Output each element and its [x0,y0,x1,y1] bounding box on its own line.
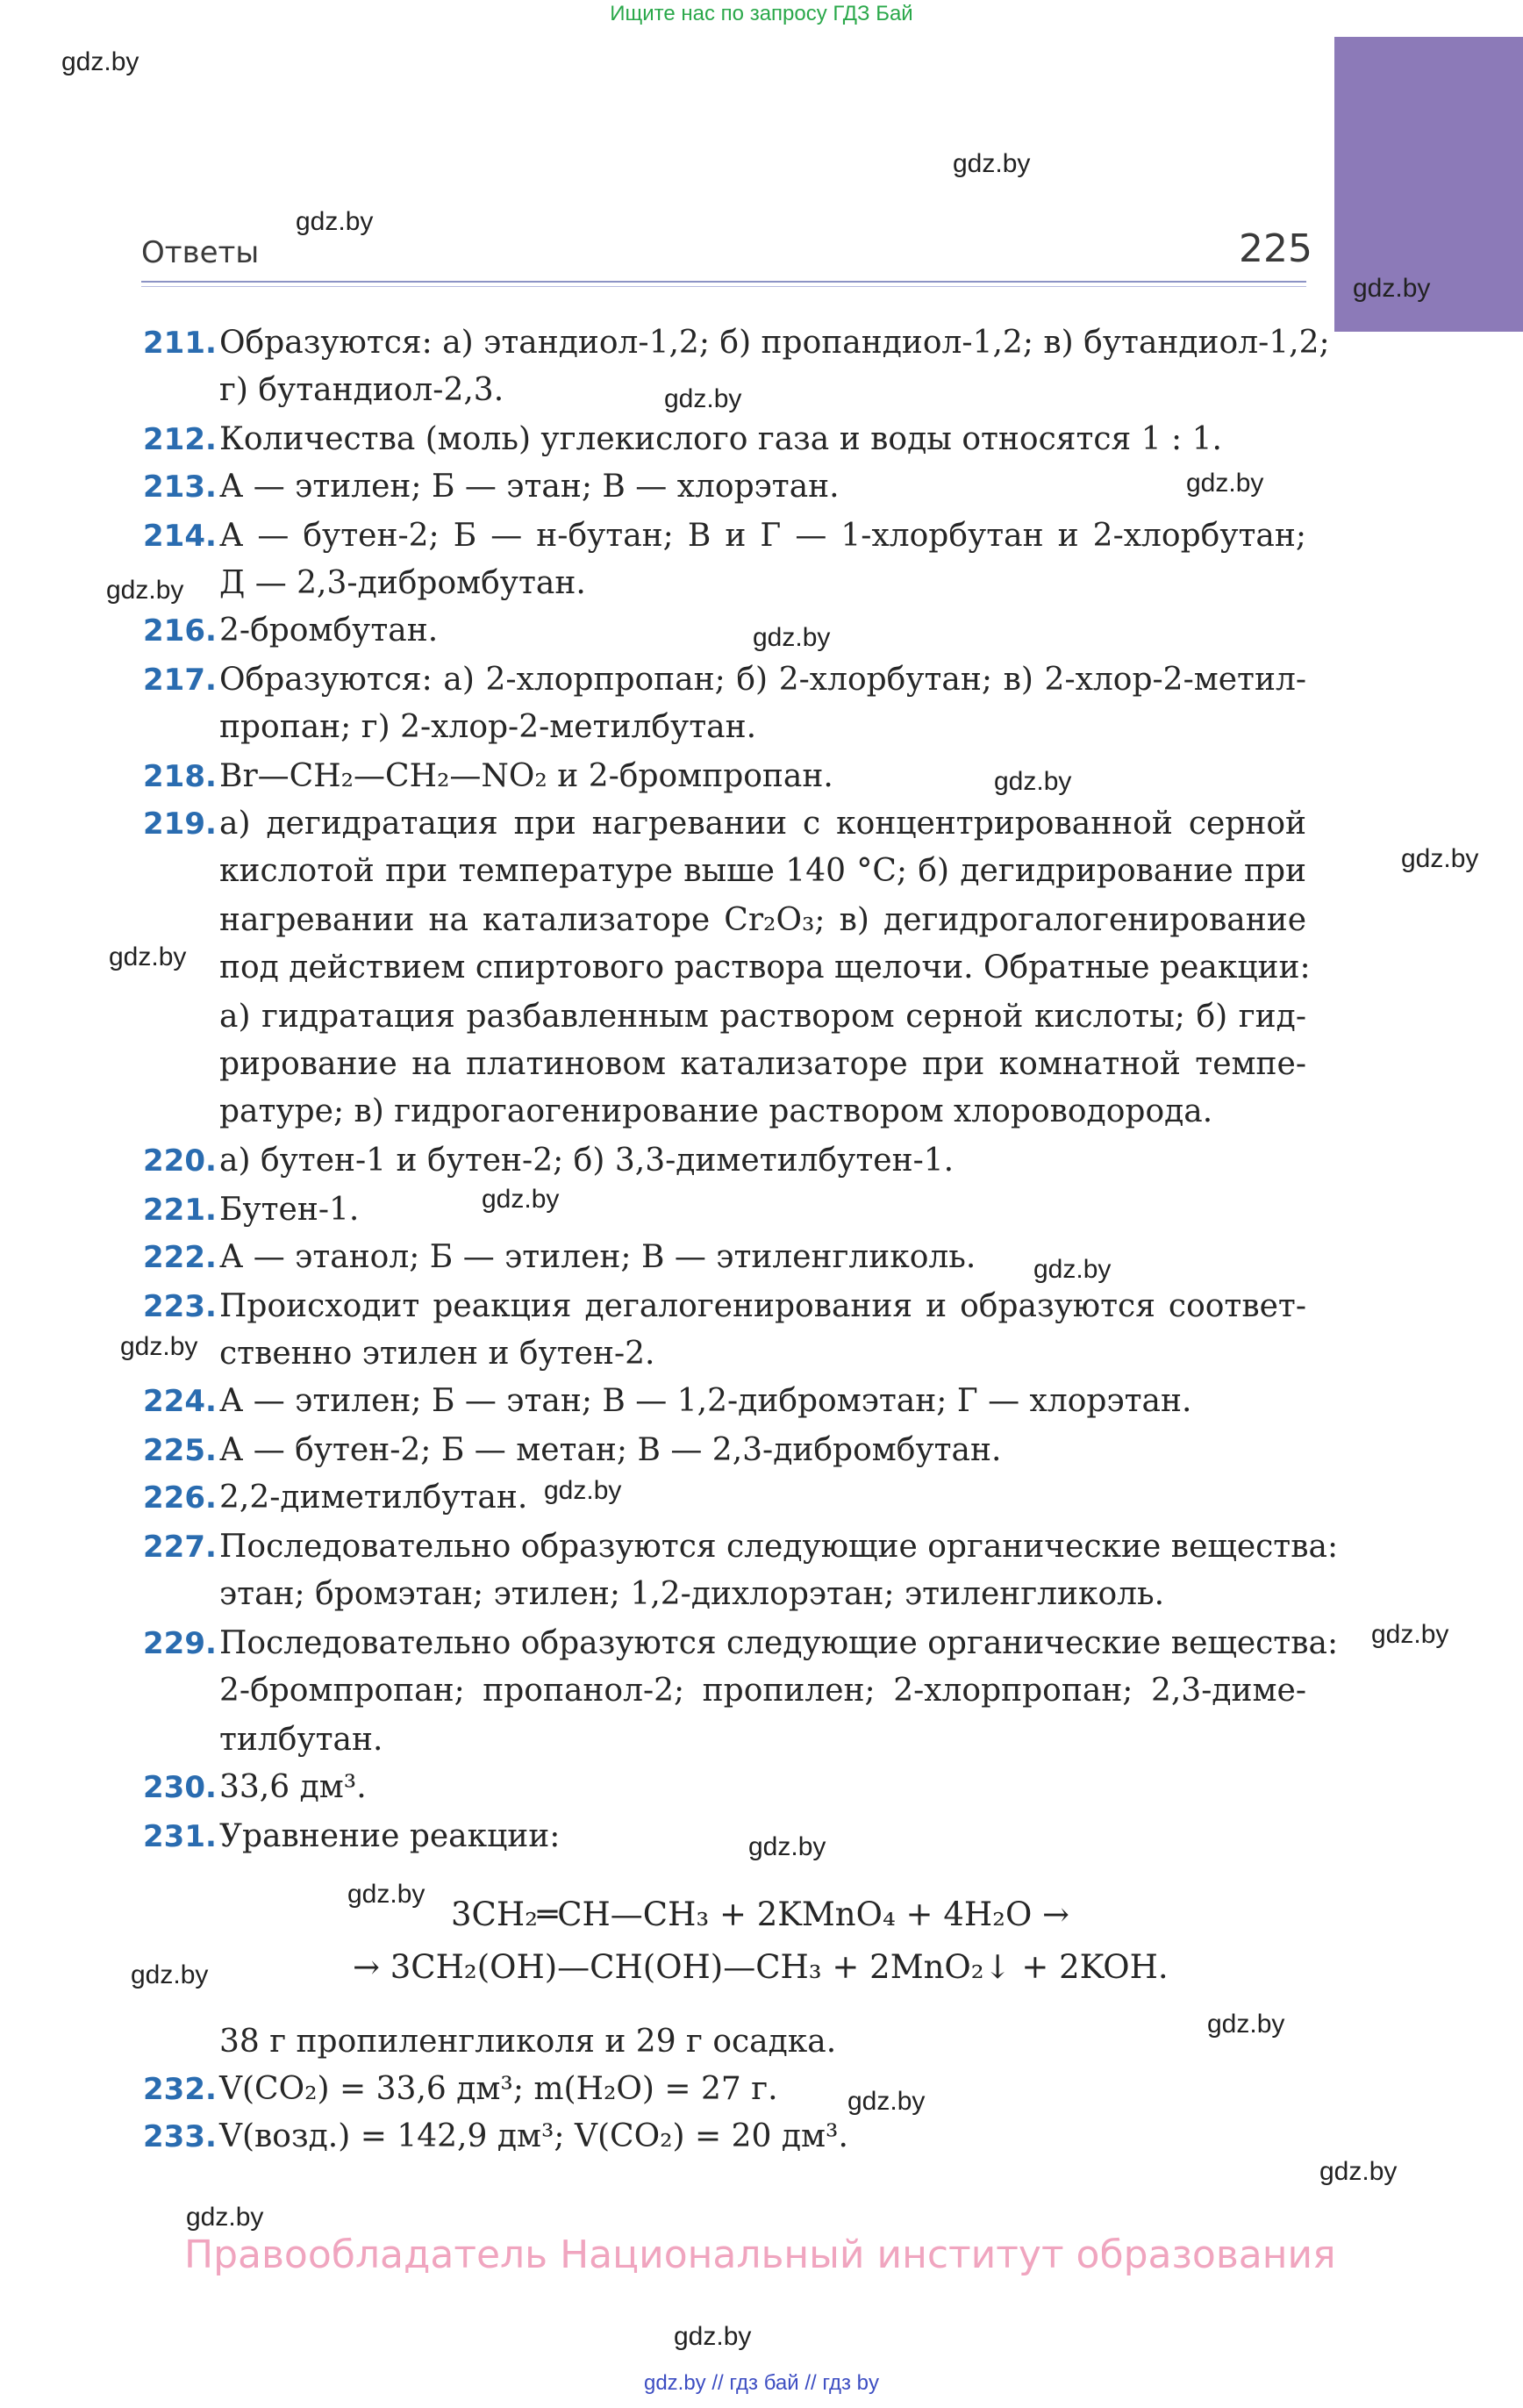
answer-number: 226. [143,1480,217,1516]
answer-number: 212. [143,422,217,457]
answer-text: Происходит реакция дегалогенирования и образуются соответ- [219,1288,1306,1324]
bottom-links[interactable]: gdz.by // гдз бай // гдз by [643,2371,880,2395]
header-rule [141,286,1306,287]
answer-text: а) бутен-1 и бутен-2; б) 3,3-диметилбутен-1. [219,1143,955,1179]
answer-text: Д — 2,3-дибромбутан. [219,565,586,601]
watermark: gdz.by [753,623,831,652]
watermark: gdz.by [674,2322,752,2351]
equation-line: → 3CH₂(OH)—CH(OH)—CH₃ + 2MnO₂↓ + 2KOH. [353,1948,1169,1986]
answer-text: под действием спиртового раствора щелочи. Обратные реакции: [219,950,1311,985]
answer-text: тилбутан. [219,1722,383,1758]
answer-number: 219. [143,806,217,842]
watermark: gdz.by [1353,274,1431,303]
page-title: Ответы [141,235,260,270]
answer-number: 233. [143,2119,217,2154]
watermark: gdz.by [347,1880,425,1909]
answer-number: 224. [143,1384,217,1419]
answer-text: кислотой при температуре выше 140 °C; б) дегидрирование при [219,853,1306,889]
answer-number: 222. [143,1240,217,1275]
answer-number: 211. [143,326,217,361]
answer-number: 217. [143,663,217,698]
answer-text: а) гидратация разбавленным раствором серной кислоты; б) гид- [219,999,1306,1035]
equation-line: 3CH₂═CH—CH₃ + 2KMnO₄ + 4H₂O → [451,1896,1070,1933]
answer-text: Последовательно образуются следующие органические вещества: [219,1529,1339,1565]
watermark: gdz.by [1033,1255,1112,1284]
answer-text: V(CO₂) = 33,6 дм³; m(H₂O) = 27 г. [219,2071,778,2107]
answer-text: 2,2-диметилбутан. [219,1480,528,1516]
answer-number: 225. [143,1433,217,1468]
watermark: gdz.by [544,1476,622,1505]
page-number: 225 [1239,226,1312,271]
answer-text: а) дегидратация при нагревании с концентрированной серной [219,806,1306,842]
answer-text: Образуются: а) этандиол-1,2; б) пропандиол-1,2; в) бутандиол-1,2; [219,325,1330,361]
watermark: gdz.by [120,1332,198,1361]
watermark: gdz.by [109,942,187,971]
answer-text: Уравнение реакции: [219,1818,561,1854]
watermark: gdz.by [106,576,184,605]
answer-text: этан; бромэтан; этилен; 1,2-дихлорэтан; этиленгликоль. [219,1576,1165,1612]
answer-text: ратуре; в) гидрогаогенирование раствором хлороводорода. [219,1093,1213,1129]
watermark: gdz.by [1207,2010,1285,2039]
watermark: gdz.by [953,149,1031,178]
answer-number: 223. [143,1289,217,1324]
answer-text: Образуются: а) 2-хлорпропан; б) 2-хлорбутан; в) 2-хлор-2-метил- [219,662,1306,698]
watermark: gdz.by [186,2203,264,2232]
answer-text: А — этилен; Б — этан; В — хлорэтан. [219,469,840,505]
watermark: gdz.by [1371,1620,1449,1649]
answer-number: 230. [143,1770,217,1805]
watermark: gdz.by [131,1960,209,1989]
answer-number: 229. [143,1626,217,1661]
answer-text: Бутен-1. [219,1192,360,1228]
header-rule [141,281,1306,283]
answer-text: нагревании на катализаторе Cr₂O₃; в) дегидрогалогенирование [219,902,1306,938]
answer-number: 214. [143,519,217,554]
answer-text: г) бутандиол-2,3. [219,372,504,408]
answer-number: 231. [143,1819,217,1854]
answer-text: рирование на платиновом катализаторе при комнатной темпе- [219,1046,1306,1082]
answer-text: Последовательно образуются следующие органические вещества: [219,1625,1339,1661]
answer-text: 33,6 дм³. [219,1769,367,1805]
watermark: gdz.by [1319,2157,1398,2186]
answer-number: 216. [143,613,217,649]
copyright-notice: Правообладатель Национальный институт образования [184,2232,1336,2277]
answer-text: ственно этилен и бутен-2. [219,1336,655,1372]
top-banner[interactable]: Ищите нас по запросу ГДЗ Бай [610,2,913,25]
watermark: gdz.by [482,1185,560,1214]
answer-number: 220. [143,1143,217,1179]
answer-text: 38 г пропиленгликоля и 29 г осадка. [219,2024,837,2060]
answer-text: А — этилен; Б — этан; В — 1,2-дибромэтан; Г — хлорэтан. [219,1383,1192,1419]
answer-text: Br—CH₂—CH₂—NO₂ и 2-бромпропан. [219,758,833,794]
watermark: gdz.by [748,1832,826,1861]
answer-text: 2-бромбутан. [219,613,439,649]
answer-text: А — этанол; Б — этилен; В — этиленгликоль. [219,1239,976,1275]
answer-text: Количества (моль) углекислого газа и воды относятся 1 : 1. [219,421,1222,457]
answer-text: А — бутен-2; Б — метан; В — 2,3-дибромбутан. [219,1432,1002,1468]
watermark: gdz.by [994,767,1072,796]
answer-number: 218. [143,759,217,794]
answer-text: V(возд.) = 142,9 дм³; V(CO₂) = 20 дм³. [219,2118,848,2154]
watermark: gdz.by [61,47,139,76]
watermark: gdz.by [296,207,374,236]
answer-text: пропан; г) 2-хлор-2-метилбутан. [219,709,757,745]
answer-text: 2-бромпропан; пропанол-2; пропилен; 2-хлорпропан; 2,3-диме- [219,1673,1306,1709]
answer-text: А — бутен-2; Б — н-бутан; В и Г — 1-хлорбутан и 2-хлорбутан; [219,518,1306,554]
answer-number: 213. [143,469,217,505]
answer-number: 232. [143,2072,217,2107]
watermark: gdz.by [1186,469,1264,498]
answer-number: 221. [143,1193,217,1228]
watermark: gdz.by [1401,844,1479,873]
watermark: gdz.by [847,2087,926,2116]
watermark: gdz.by [664,384,742,413]
answer-number: 227. [143,1530,217,1565]
